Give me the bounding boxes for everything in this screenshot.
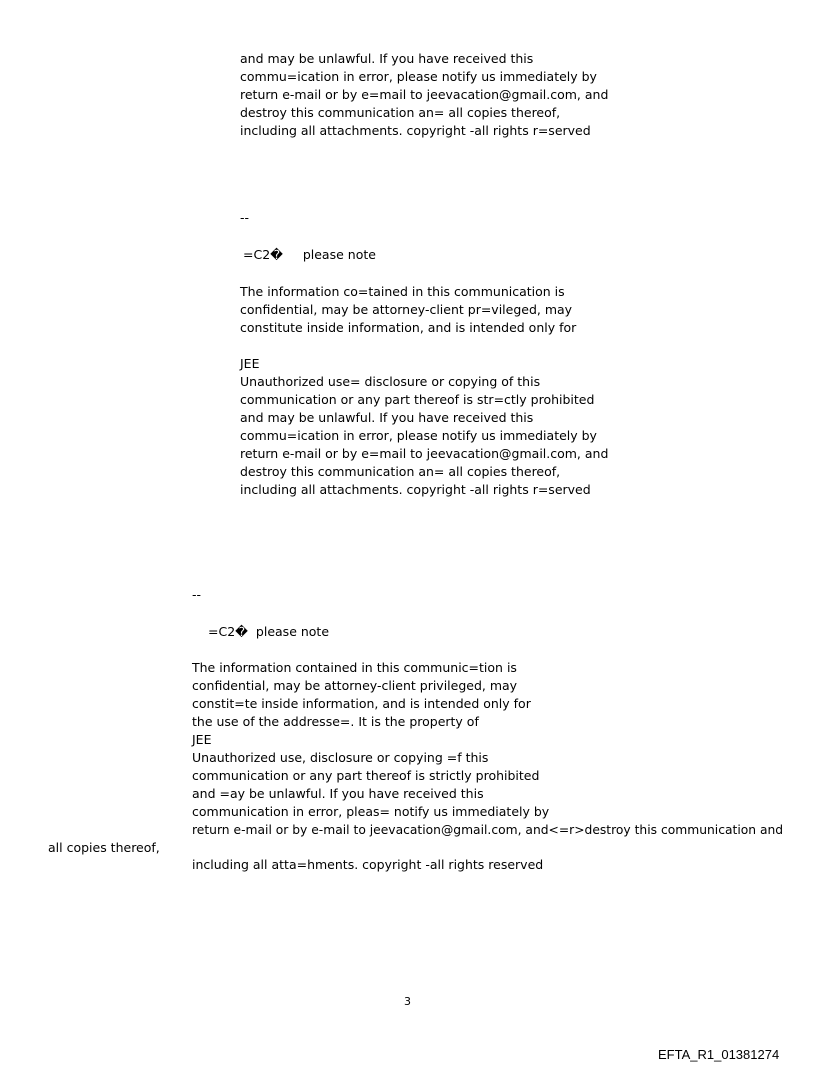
disclaimer-block-2a <box>240 283 576 337</box>
text-line: The information co=tained in this communication is <box>240 284 565 299</box>
text-line: including all attachments. copyright -all rights r=served <box>240 482 591 497</box>
last-line: including all atta=hments. copyright -all rights reserved <box>192 857 544 872</box>
text-line: confidential, may be attorney-client pr=vileged, may <box>240 302 573 317</box>
text-line: commu=ication in error, please notify us immediately by <box>240 69 597 84</box>
text-line: constitute inside information, and is intended only for <box>240 320 577 335</box>
disclaimer-block-2b <box>240 355 608 499</box>
disclaimer-block-1 <box>240 50 608 140</box>
text-line: the use of the addresse=. It is the property of <box>192 714 479 729</box>
please-note-2: =C2� please note <box>208 624 330 639</box>
wrapped-line: all copies thereof, <box>48 840 160 855</box>
text-line: return e-mail or by e=mail to jeevacation@gmail.com, and <box>240 446 609 461</box>
text-line: and may be unlawful. If you have received this <box>240 51 534 66</box>
text-line: including all attachments. copyright -all rights r=served <box>240 123 591 138</box>
text-line: communication or any part thereof is strictly prohibited <box>192 768 540 783</box>
document-id: EFTA_R1_01381274 <box>658 1047 780 1062</box>
text-line: JEE <box>240 356 260 371</box>
text-line: and may be unlawful. If you have received this <box>240 410 534 425</box>
text-line: Unauthorized use= disclosure or copying of this <box>240 374 541 389</box>
separator-2: -- <box>192 587 202 602</box>
text-line: return e-mail or by e-mail to jeevacation@gmail.com, and<=r>destroy this communication and <box>192 823 784 837</box>
text-line: constit=te inside information, and is intended only for <box>192 696 531 711</box>
text-line: commu=ication in error, please notify us immediately by <box>240 428 597 443</box>
text-line: destroy this communication an= all copies thereof, <box>240 464 561 479</box>
text-line: and =ay be unlawful. If you have received this <box>192 786 484 801</box>
text-line: confidential, may be attorney-client privileged, may <box>192 678 518 693</box>
text-line: communication in error, pleas= notify us immediately by <box>192 804 550 819</box>
text-line: The information contained in this communic=tion is <box>192 660 517 675</box>
please-note-1: =C2� please note <box>243 247 376 262</box>
disclaimer-block-3 <box>192 659 783 839</box>
separator-1: -- <box>240 210 250 225</box>
text-line: JEE <box>192 732 212 747</box>
text-line: destroy this communication an= all copies thereof, <box>240 105 561 120</box>
text-line: return e-mail or by e=mail to jeevacation@gmail.com, and <box>240 87 609 102</box>
page-number: 3 <box>404 995 411 1008</box>
text-line: communication or any part thereof is str=ctly prohibited <box>240 392 595 407</box>
text-line: Unauthorized use, disclosure or copying =f this <box>192 750 489 765</box>
